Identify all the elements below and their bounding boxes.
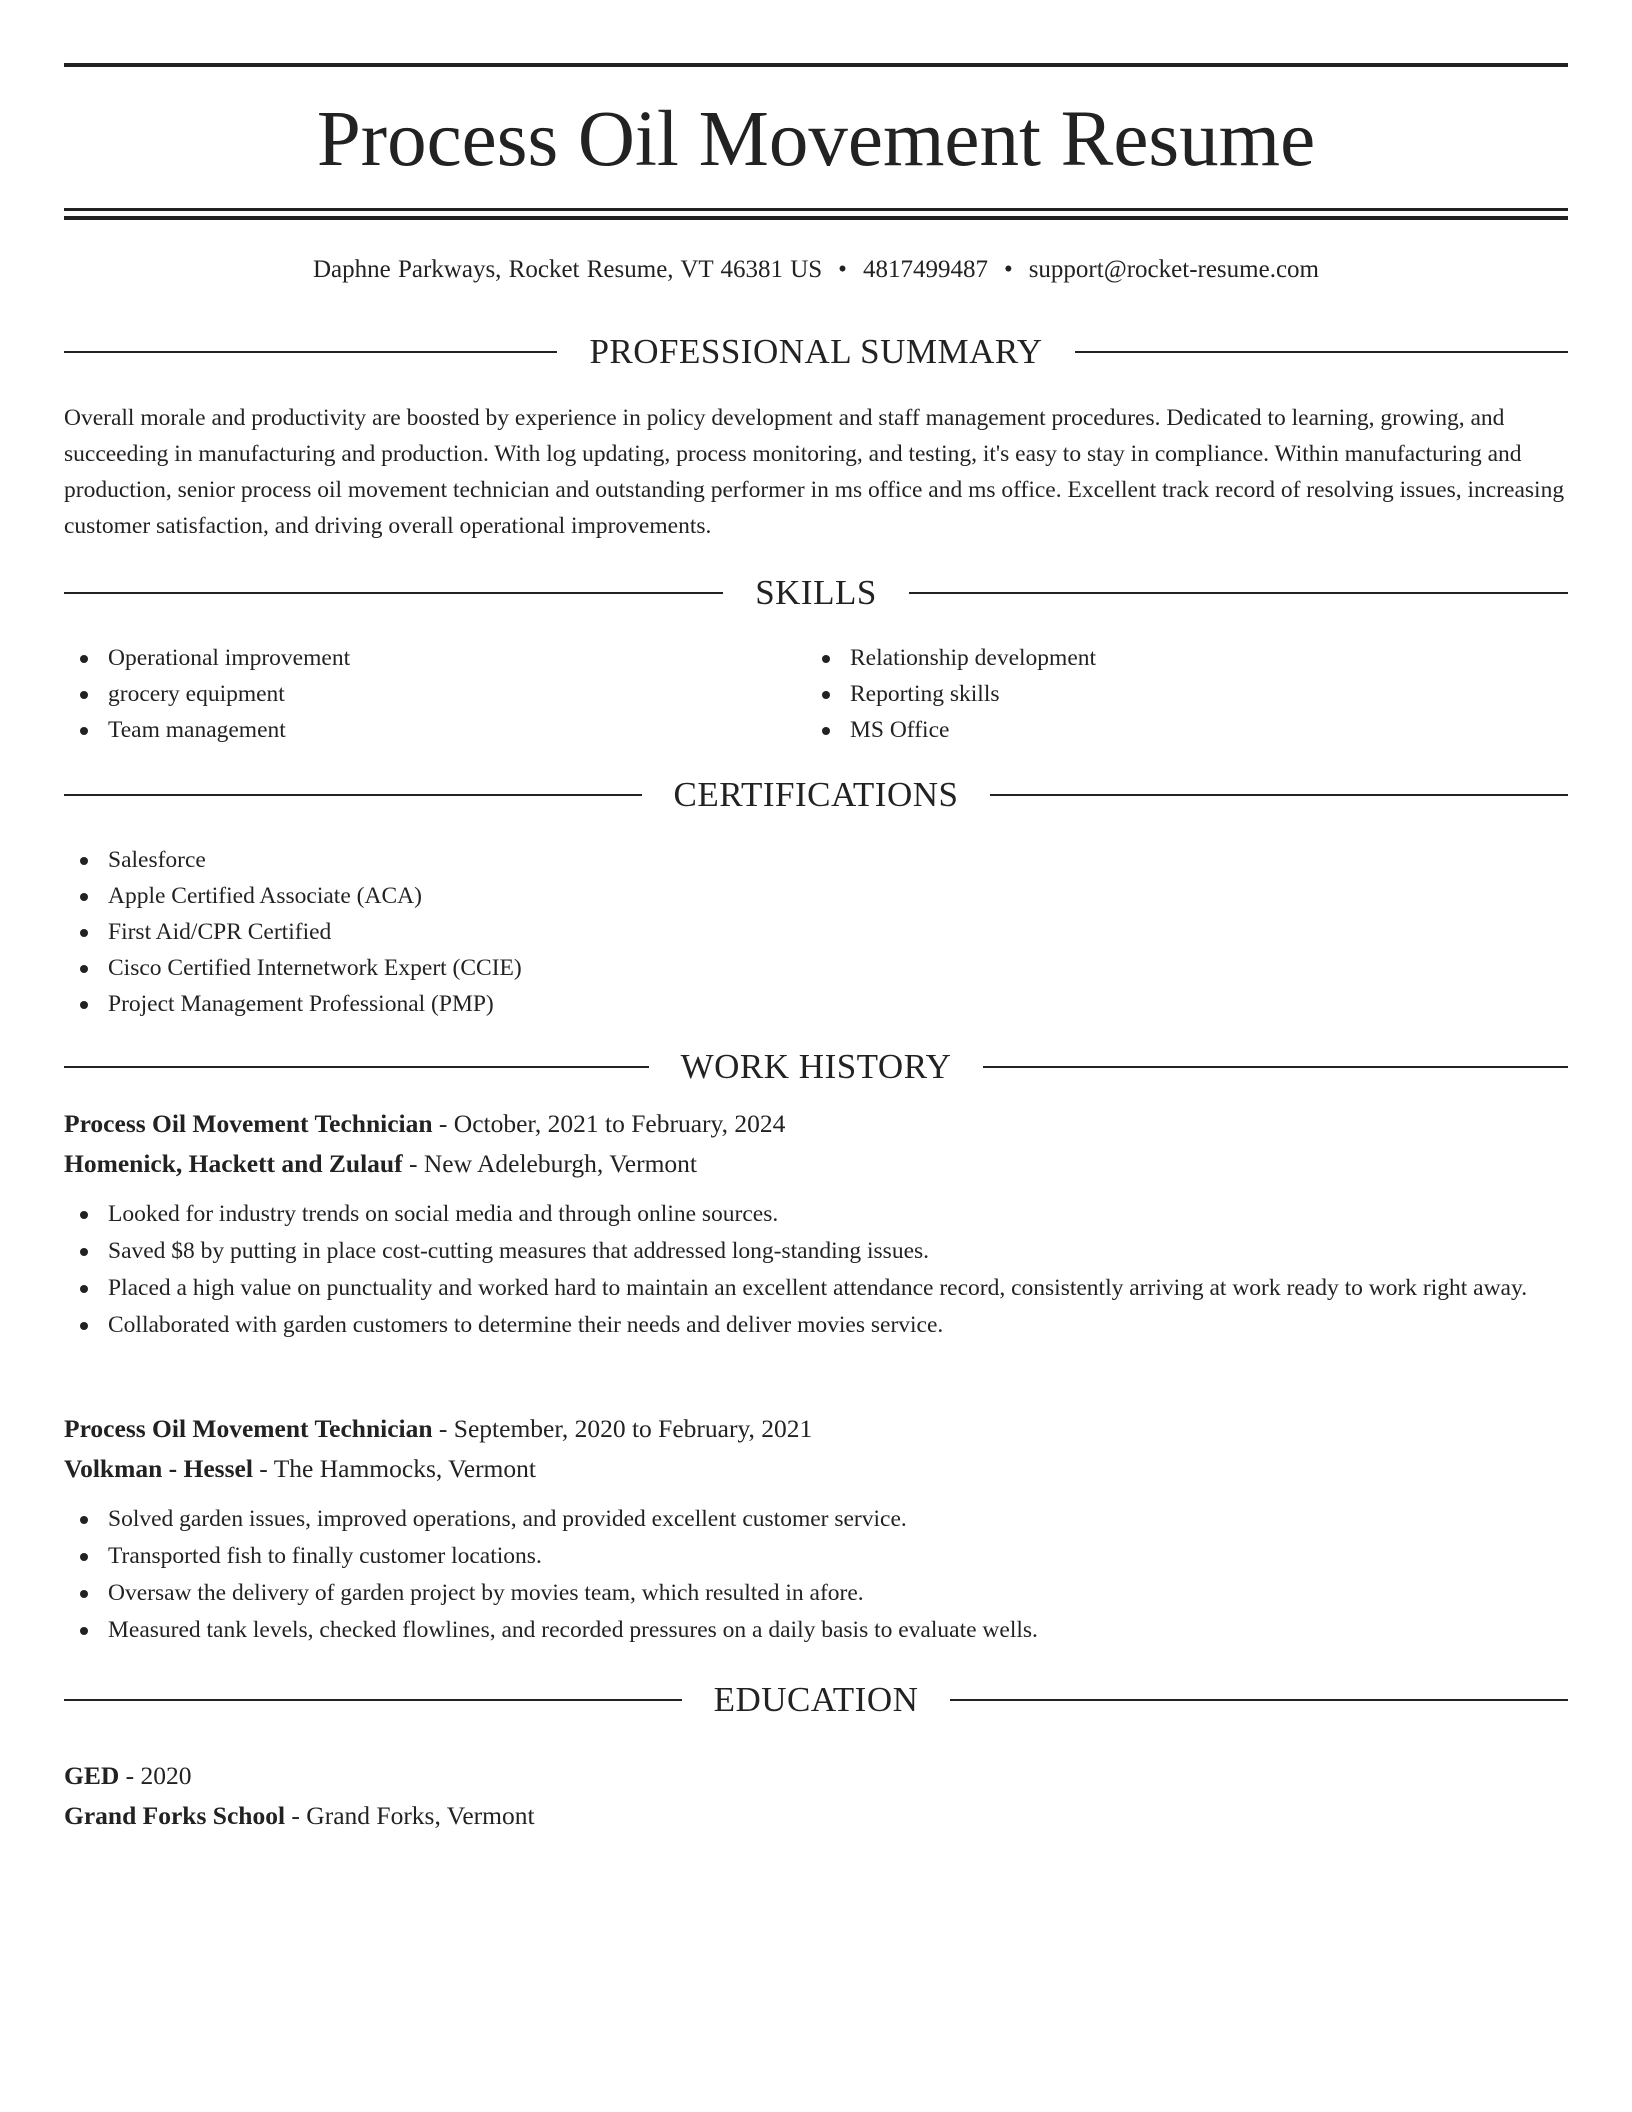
job-role-line xyxy=(64,1409,1568,1449)
section-header-certifications xyxy=(64,773,1568,817)
job-location: - New Adeleburgh, Vermont xyxy=(402,1149,698,1178)
job-role: Process Oil Movement Technician xyxy=(64,1414,433,1443)
section-rule xyxy=(64,592,723,594)
education-entry xyxy=(64,1756,1568,1836)
certification-item: Apple Certified Associate (ACA) xyxy=(64,878,1568,914)
section-rule xyxy=(950,1699,1568,1701)
skill-item: Team management xyxy=(64,712,804,748)
education-location: - Grand Forks, Vermont xyxy=(285,1801,535,1830)
certification-item: First Aid/CPR Certified xyxy=(64,914,1568,950)
job-bullet: Saved $8 by putting in place cost-cutting measures that addressed long-standing issues. xyxy=(64,1233,1568,1269)
section-title: EDUCATION xyxy=(713,1680,919,1719)
job-company: Homenick, Hackett and Zulauf xyxy=(64,1149,403,1178)
section-rule xyxy=(1075,351,1568,353)
job-bullet: Looked for industry trends on social media and through online sources. xyxy=(64,1196,1568,1232)
job-bullet: Placed a high value on punctuality and worked hard to maintain an excellent attendance record, consistently arriving at work ready to work right away. xyxy=(64,1270,1568,1306)
skill-item: Relationship development xyxy=(806,640,1566,676)
skills-list-right xyxy=(806,640,1566,748)
skill-item: Reporting skills xyxy=(806,676,1566,712)
education-school: Grand Forks School xyxy=(64,1801,286,1830)
resume-title: Process Oil Movement Resume xyxy=(316,96,1316,183)
job-bullets xyxy=(64,1501,1568,1648)
contact-separator: • xyxy=(1003,256,1013,283)
section-title: WORK HISTORY xyxy=(680,1047,952,1086)
section-header-skills xyxy=(64,571,1568,615)
job-role: Process Oil Movement Technician xyxy=(64,1109,433,1138)
skill-item: grocery equipment xyxy=(64,676,804,712)
section-header-work-history xyxy=(64,1045,1568,1089)
job-bullets xyxy=(64,1196,1568,1343)
skill-item: Operational improvement xyxy=(64,640,804,676)
job-dates: - October, 2021 to February, 2024 xyxy=(432,1109,786,1138)
section-title: PROFESSIONAL SUMMARY xyxy=(589,332,1043,371)
job-company-line xyxy=(64,1449,1568,1489)
section-rule xyxy=(909,592,1568,594)
skills-list-left xyxy=(64,640,804,748)
section-title: CERTIFICATIONS xyxy=(673,775,959,814)
job-bullet: Measured tank levels, checked flowlines, and recorded pressures on a daily basis to evaluate wells. xyxy=(64,1612,1568,1648)
section-rule xyxy=(64,351,557,353)
education-school-line xyxy=(64,1796,1568,1836)
section-rule xyxy=(64,1066,649,1068)
section-rule xyxy=(990,794,1568,796)
job-bullet: Transported fish to finally customer locations. xyxy=(64,1538,1568,1574)
certifications-list xyxy=(64,842,1568,1022)
section-rule xyxy=(983,1066,1568,1068)
education-year: - 2020 xyxy=(119,1761,192,1790)
job-company-line xyxy=(64,1144,1568,1184)
job-entry xyxy=(64,1104,1568,1344)
job-bullet: Collaborated with garden customers to determine their needs and deliver movies service. xyxy=(64,1307,1568,1343)
contact-line xyxy=(64,252,1568,288)
job-entry xyxy=(64,1409,1568,1649)
double-rule xyxy=(64,208,1568,220)
job-location: - The Hammocks, Vermont xyxy=(252,1454,536,1483)
job-company: Volkman - Hessel xyxy=(64,1454,253,1483)
job-bullet: Oversaw the delivery of garden project by movies team, which resulted in afore. xyxy=(64,1575,1568,1611)
skill-item: MS Office xyxy=(806,712,1566,748)
contact-email: support@rocket-resume.com xyxy=(1028,256,1319,283)
contact-phone: 4817499487 xyxy=(862,256,988,283)
job-role-line xyxy=(64,1104,1568,1144)
top-rule xyxy=(64,63,1568,67)
section-title: SKILLS xyxy=(755,573,877,612)
certification-item: Project Management Professional (PMP) xyxy=(64,986,1568,1022)
certification-item: Salesforce xyxy=(64,842,1568,878)
section-rule xyxy=(64,794,642,796)
section-header-summary xyxy=(64,330,1568,374)
certification-item: Cisco Certified Internetwork Expert (CCIE) xyxy=(64,950,1568,986)
job-dates: - September, 2020 to February, 2021 xyxy=(432,1414,813,1443)
job-bullet: Solved garden issues, improved operations, and provided excellent customer service. xyxy=(64,1501,1568,1537)
education-degree: GED xyxy=(64,1761,120,1790)
contact-separator: • xyxy=(838,256,847,283)
section-header-education xyxy=(64,1678,1568,1722)
contact-address: Daphne Parkways, Rocket Resume, VT 46381 US xyxy=(312,256,823,283)
section-rule xyxy=(64,1699,682,1701)
education-degree-line xyxy=(64,1756,1568,1796)
summary-text: Overall morale and productivity are boosted by experience in policy development and staff management procedures. Dedicated to learning, growing, and succeeding in manufacturing and production. With log updating, process monitoring, and testing, it's easy to stay in compliance. Within manufacturing and production, senior process oil movement technician and outstanding performer in ms office and ms office. Excellent track record of resolving issues, increasing customer satisfaction, and driving overall operational improvements. xyxy=(64,405,1565,539)
